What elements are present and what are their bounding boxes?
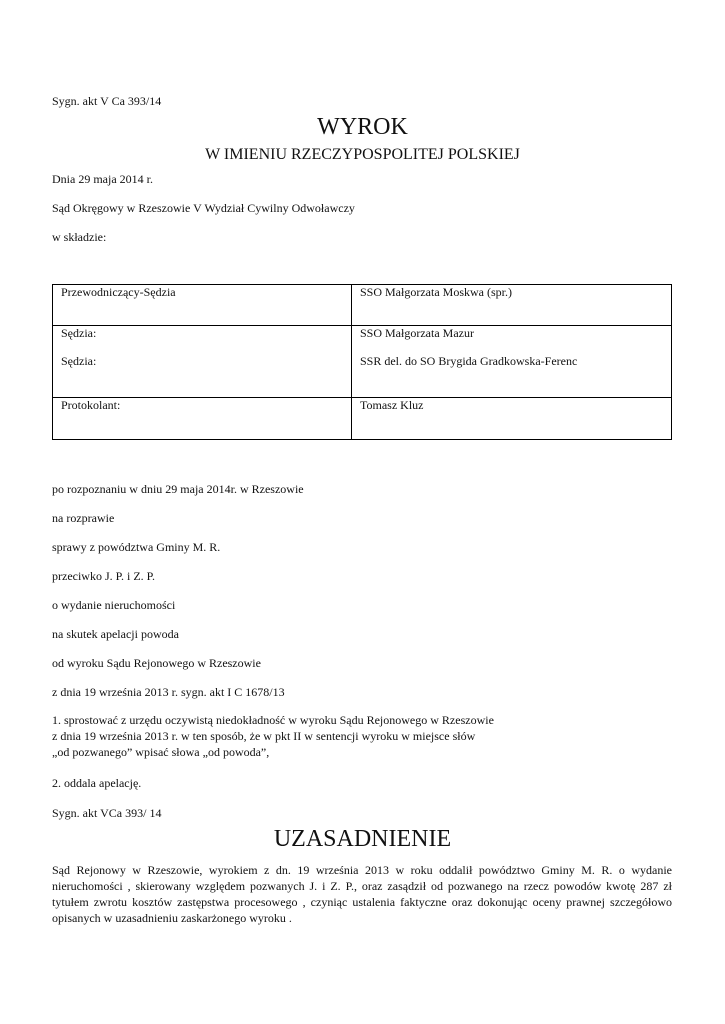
case-reference: Sygn. akt V Ca 393/14 — [52, 94, 162, 108]
table-cell — [352, 398, 672, 440]
judge2-role: Sędzia: — [61, 354, 97, 368]
table-row — [53, 285, 672, 326]
presiding-name: SSO Małgorzata Moskwa (spr.) — [360, 285, 512, 299]
proceeding-line: po rozpoznaniu w dniu 29 maja 2014r. w Rzeszowie — [52, 482, 304, 496]
table-cell — [53, 285, 352, 326]
document-subtitle: W IMIENIU RZECZYPOSPOLITEJ POLSKIEJ — [205, 146, 520, 163]
proceeding-line: przeciwko J. P. i Z. P. — [52, 569, 155, 583]
justification-paragraph: Sąd Rejonowy w Rzeszowie, wyrokiem z dn. 19 września 2013 w roku oddalił powództwo Gminy M. R. o wydanie nieruchomości , skierowany względem pozwanych J. i Z. P., oraz zasądził od pozwanego na rzecz powodów kwotę 287 zł tytułem zwrotu kosztów zastępstwa procesowego , czyniąc ustalenia faktyczne oraz dokonując oceny prawnej szczegółowo opisanych w uzasadnieniu zaskarżonego wyroku . — [52, 863, 672, 925]
judge2-name: SSR del. do SO Brygida Gradkowska-Ferenc — [360, 354, 578, 368]
proceeding-line: z dnia 19 września 2013 r. sygn. akt I C 1678/13 — [52, 685, 285, 699]
ruling-line: z dnia 19 września 2013 r. w ten sposób, że w pkt II w sentencji wyroku w miejsce słów — [52, 729, 476, 743]
proceeding-line: na rozprawie — [52, 511, 115, 525]
composition-label: w składzie: — [52, 230, 107, 244]
proceeding-line: od wyroku Sądu Rejonowego w Rzeszowie — [52, 656, 261, 670]
judgment-date: Dnia 29 maja 2014 r. — [52, 172, 153, 186]
proceeding-line: o wydanie nieruchomości — [52, 598, 176, 612]
ruling-line: 1. sprostować z urzędu oczywistą niedokładność w wyroku Sądu Rejonowego w Rzeszowie — [52, 713, 494, 727]
judge1-name: SSO Małgorzata Mazur — [360, 326, 474, 340]
table-cell — [352, 326, 672, 398]
document-title: WYROK — [317, 114, 408, 140]
clerk-name: Tomasz Kluz — [360, 398, 424, 412]
table-cell — [352, 285, 672, 326]
ruling-line: „od pozwanego” wpisać słowa „od powoda”, — [52, 745, 270, 759]
clerk-role: Protokolant: — [61, 398, 121, 412]
table-cell — [53, 326, 352, 398]
case-reference-bottom: Sygn. akt VCa 393/ 14 — [52, 806, 162, 820]
judge1-role: Sędzia: — [61, 326, 97, 340]
table-row — [53, 398, 672, 440]
ruling-line-2: 2. oddala apelację. — [52, 776, 142, 790]
court-name: Sąd Okręgowy w Rzeszowie V Wydział Cywilny Odwoławczy — [52, 201, 355, 215]
presiding-role: Przewodniczący-Sędzia — [61, 285, 176, 299]
proceeding-line: na skutek apelacji powoda — [52, 627, 179, 641]
table-row — [53, 326, 672, 398]
justification-title: UZASADNIENIE — [273, 826, 452, 852]
table-cell — [53, 398, 352, 440]
court-composition-table — [52, 284, 672, 440]
proceeding-line: sprawy z powództwa Gminy M. R. — [52, 540, 221, 554]
